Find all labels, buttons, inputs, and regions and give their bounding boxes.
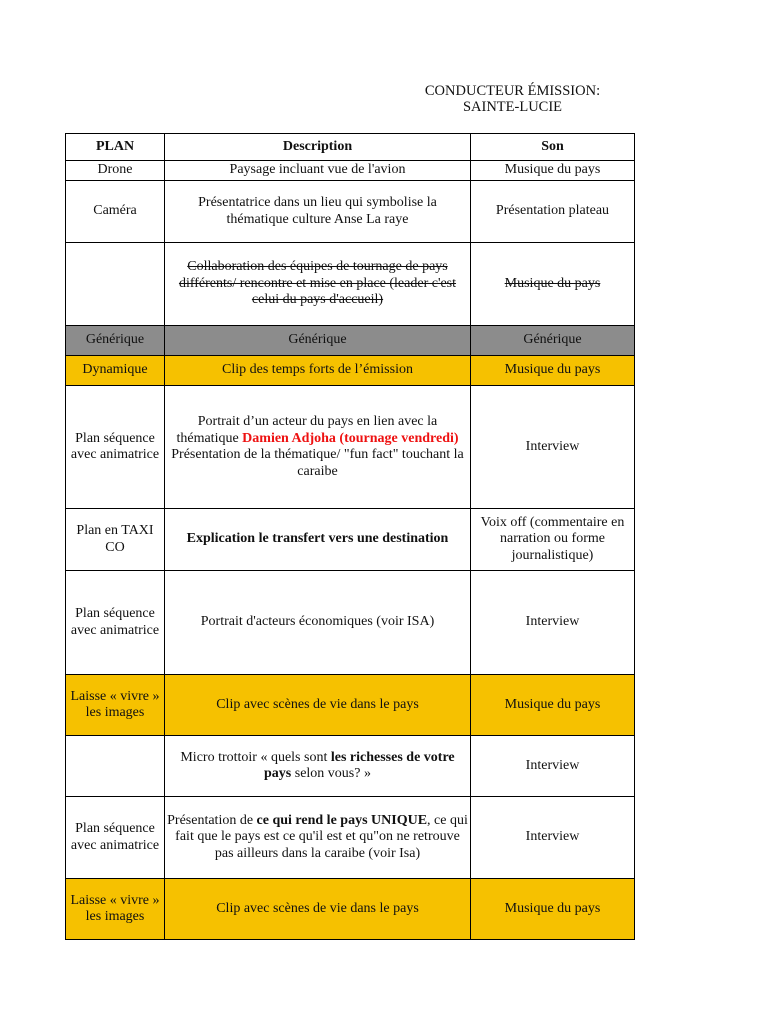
table-row [66,386,635,509]
cell-son: Générique [471,326,635,356]
cell-description: Clip avec scènes de vie dans le pays [165,879,471,940]
cell-description: Clip des temps forts de l’émission [165,356,471,386]
cell-description: Portrait d'acteurs économiques (voir ISA) [165,571,471,675]
description-text: Micro trottoir « quels sont [180,749,328,765]
cell-description: Explication le transfert vers une destination [165,509,471,571]
table-row-generique [66,326,635,356]
header-son: Son [471,134,635,161]
cell-son: Musique du pays [471,356,635,386]
cell-description [165,736,471,797]
cell-plan: Plan séquence avec animatrice [66,386,165,509]
table-row [66,736,635,797]
highlighted-name: Damien Adjoha (tournage vendredi) [242,430,459,446]
header-description: Description [165,134,471,161]
cell-plan: Laisse « vivre » les images [66,879,165,940]
table-row [66,797,635,879]
cell-plan [66,736,165,797]
table-header-row [66,134,635,161]
cell-son: Interview [471,736,635,797]
cell-son: Interview [471,571,635,675]
cell-plan [66,243,165,326]
cell-plan: Plan en TAXI CO [66,509,165,571]
cell-description: Clip avec scènes de vie dans le pays [165,675,471,736]
document-title-line2: SAINTE-LUCIE [462,99,563,115]
description-bold: les richesses de votre pays [264,749,455,781]
cell-description-struck: Collaboration des équipes de tournage de pays différents/ rencontre et mise en place (leader c'est celui du pays d'accueil) [165,243,471,326]
table-row [66,181,635,243]
cell-son: Interview [471,386,635,509]
table-row [66,243,635,326]
cell-son-struck: Musique du pays [471,243,635,326]
description-text: Présentation de [167,812,254,828]
cell-plan: Plan séquence avec animatrice [66,571,165,675]
cell-son: Interview [471,797,635,879]
description-text: Présentation de la thématique/ "fun fact" touchant la caraibe [171,447,464,479]
cell-description [165,386,471,509]
table-row [66,571,635,675]
table-row [66,161,635,181]
cell-description: Paysage incluant vue de l'avion [165,161,471,181]
table-row-clip [66,879,635,940]
document-title-line1: CONDUCTEUR ÉMISSION: [424,83,601,99]
description-text: selon vous? » [294,766,371,781]
cell-plan: Caméra [66,181,165,243]
cell-plan: Dynamique [66,356,165,386]
cell-son: Présentation plateau [471,181,635,243]
table-row [66,509,635,571]
document-title [400,83,625,115]
cell-description: Présentatrice dans un lieu qui symbolise la thématique culture Anse La raye [165,181,471,243]
cell-son: Musique du pays [471,675,635,736]
cell-plan: Laisse « vivre » les images [66,675,165,736]
cell-son: Musique du pays [471,161,635,181]
conductor-table [65,133,635,940]
description-text: Portrait d’un acteur du pays en lien avec la thématique [176,414,438,446]
header-plan: PLAN [66,134,165,161]
cell-plan: Générique [66,326,165,356]
description-bold: ce qui rend le pays UNIQUE [256,812,428,828]
cell-son: Musique du pays [471,879,635,940]
table-row-clip [66,356,635,386]
cell-plan: Plan séquence avec animatrice [66,797,165,879]
table-row-clip [66,675,635,736]
cell-plan: Drone [66,161,165,181]
description-text: , ce qui fait que le pays est ce qu'il est et qu"on ne retrouve pas ailleurs dans la caraibe (voir Isa) [175,812,468,861]
cell-son: Voix off (commentaire en narration ou forme journalistique) [471,509,635,571]
cell-description [165,797,471,879]
cell-description: Générique [165,326,471,356]
